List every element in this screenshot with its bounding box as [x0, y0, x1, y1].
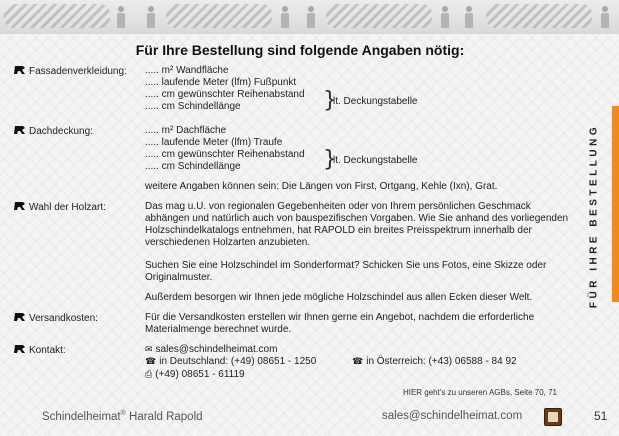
footer-email-link[interactable]: sales@schindelheimat.com	[382, 410, 523, 422]
envelope-icon: ✉	[145, 344, 153, 354]
phone-icon: ☎	[352, 356, 364, 366]
footer-owner-name: Harald Rapold	[129, 410, 203, 423]
contact-fax-row	[145, 369, 245, 380]
section-label-holzart	[14, 201, 106, 213]
dach-line: ..... laufende Meter (lfm) Traufe	[145, 137, 283, 148]
section-marker-icon	[14, 312, 26, 322]
banner-ornament	[326, 4, 432, 28]
section-marker-icon	[14, 344, 26, 354]
footer-brand	[42, 410, 203, 423]
section-label-text: Kontakt:	[29, 345, 66, 356]
dach-line: ..... cm gewünschter Reihenabstand	[145, 149, 305, 160]
versand-text: Für die Versandkosten erstellen wir Ihnen gerne ein Angebot, nachdem die erforderliche Materialmenge berechnet wurde.	[145, 312, 535, 335]
contact-phone-at: in Österreich: (+43) 06588 - 84 92	[366, 356, 517, 367]
section-label-dach	[14, 125, 93, 137]
side-accent-bar	[612, 106, 619, 302]
banner-figure-icon	[280, 6, 290, 28]
contact-email[interactable]: sales@schindelheimat.com	[155, 344, 278, 355]
brace-symbol: }	[323, 88, 337, 113]
brace-symbol: }	[323, 147, 337, 172]
contact-phone-de: in Deutschland: (+49) 08651 - 1250	[159, 356, 317, 367]
contact-phone-de-row	[145, 356, 316, 367]
section-label-text: Dachdeckung:	[29, 126, 93, 137]
dach-line: ..... m² Dachfläche	[145, 125, 227, 136]
banner-figure-icon	[306, 6, 316, 28]
banner-ornament	[486, 4, 592, 28]
banner-figure-icon	[464, 6, 474, 28]
banner-ornament	[166, 4, 272, 28]
section-marker-icon	[14, 201, 26, 211]
section-label-text: Fassadenverkleidung:	[29, 66, 127, 77]
phone-icon: ☎	[145, 356, 157, 366]
contact-phone-at-row	[352, 356, 517, 367]
contact-email-row	[145, 344, 277, 355]
holzart-paragraph: Das mag u.U. von regionalen Gegebenheiten oder von Ihrem persönlichen Geschmack abhängen und natürlich auch von bauspezifischen Vorgaben. Wie Sie anhand des vorliegenden Holzschindelkatalogs entnehmen, hat RAPOLD ein breites Preisspektrum innerhalb der verschiedenen Holzarten anzubieten.	[145, 201, 569, 248]
contact-fax: (+49) 08651 - 61119	[155, 369, 245, 380]
agb-link[interactable]: HIER geht's zu unseren AGBs, Seite 70, 71	[402, 388, 557, 397]
section-label-kontakt	[14, 344, 66, 356]
banner-ornament	[4, 4, 110, 28]
footer-brand-name: Schindelheimat	[42, 410, 121, 423]
fassade-line: ..... laufende Meter (lfm) Fußpunkt	[145, 77, 297, 88]
fax-icon: ⎙	[145, 369, 153, 379]
section-label-text: Versandkosten:	[29, 313, 98, 324]
page-title: Für Ihre Bestellung sind folgende Angaben nötig:	[135, 42, 465, 58]
holzart-paragraph: Suchen Sie eine Holzschindel im Sonderformat? Schicken Sie uns Fotos, eine Skizze oder Originalmuster.	[145, 260, 547, 283]
page-number: 51	[594, 409, 608, 423]
header-banner	[0, 0, 619, 34]
banner-figure-icon	[146, 6, 156, 28]
logo-icon	[544, 408, 562, 426]
side-tab-label	[580, 106, 608, 326]
fassade-line: ..... cm gewünschter Reihenabstand	[145, 89, 305, 100]
holzart-paragraph: Außerdem besorgen wir Ihnen jede mögliche Holzschindel aus allen Ecken dieser Welt.	[145, 292, 533, 303]
banner-figure-icon	[116, 6, 126, 28]
banner-figure-icon	[600, 6, 610, 28]
section-label-text: Wahl der Holzart:	[29, 202, 106, 213]
fassade-line: ..... m² Wandfläche	[145, 65, 229, 76]
brace-note: lt. Deckungstabelle	[333, 96, 418, 107]
section-label-fassade	[14, 65, 127, 77]
side-tab-text: FÜR IHRE BESTELLUNG	[588, 123, 600, 309]
section-label-versand	[14, 312, 98, 324]
fassade-line: ..... cm Schindellänge	[145, 101, 241, 112]
section-marker-icon	[14, 125, 26, 135]
dach-extra-text: weitere Angaben können sein: Die Längen von First, Ortgang, Kehle (Ixn), Grat.	[145, 181, 498, 192]
brace-note: lt. Deckungstabelle	[333, 155, 418, 166]
registered-mark: ®	[120, 410, 126, 417]
section-marker-icon	[14, 65, 26, 75]
banner-figure-icon	[440, 6, 450, 28]
dach-line: ..... cm Schindellänge	[145, 161, 241, 172]
